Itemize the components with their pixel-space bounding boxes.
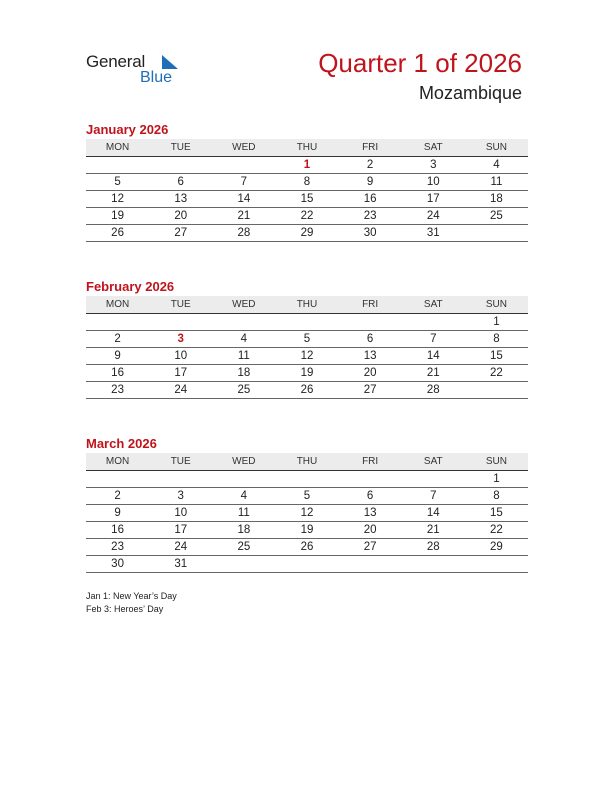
day-cell xyxy=(465,556,528,573)
day-cell: 3 xyxy=(402,157,465,174)
day-cell: 17 xyxy=(402,191,465,208)
day-cell: 5 xyxy=(86,174,149,191)
day-cell xyxy=(149,157,212,174)
day-cell: 24 xyxy=(402,208,465,225)
day-cell xyxy=(86,314,149,331)
day-cell: 9 xyxy=(86,505,149,522)
day-cell xyxy=(402,314,465,331)
weekday-header: SAT xyxy=(402,139,465,157)
day-cell: 20 xyxy=(149,208,212,225)
day-cell: 7 xyxy=(402,488,465,505)
week-row xyxy=(86,556,528,573)
day-cell: 28 xyxy=(402,539,465,556)
holiday-note: Feb 3: Heroes’ Day xyxy=(86,604,164,614)
day-cell: 8 xyxy=(465,488,528,505)
weekday-header-row xyxy=(86,296,528,314)
day-cell: 30 xyxy=(339,225,402,242)
day-cell xyxy=(212,471,275,488)
calendar-table xyxy=(86,139,528,242)
page-title: Quarter 1 of 2026 xyxy=(318,48,522,78)
day-cell: 31 xyxy=(402,225,465,242)
day-cell: 15 xyxy=(465,505,528,522)
day-cell: 3 xyxy=(149,488,212,505)
day-cell: 12 xyxy=(275,348,338,365)
day-cell: 22 xyxy=(275,208,338,225)
day-cell xyxy=(149,314,212,331)
day-cell: 4 xyxy=(212,488,275,505)
week-row xyxy=(86,539,528,556)
day-cell: 19 xyxy=(275,365,338,382)
day-cell: 27 xyxy=(339,382,402,399)
day-cell xyxy=(402,556,465,573)
month-title: January 2026 xyxy=(86,122,169,137)
day-cell: 13 xyxy=(149,191,212,208)
day-cell: 9 xyxy=(339,174,402,191)
weekday-header: MON xyxy=(86,453,149,471)
day-cell: 30 xyxy=(86,556,149,573)
day-cell: 23 xyxy=(339,208,402,225)
weekday-header: SUN xyxy=(465,296,528,314)
week-row xyxy=(86,348,528,365)
day-cell: 11 xyxy=(212,505,275,522)
day-cell: 28 xyxy=(402,382,465,399)
weekday-header: THU xyxy=(275,453,338,471)
day-cell: 29 xyxy=(275,225,338,242)
day-cell: 9 xyxy=(86,348,149,365)
weekday-header: TUE xyxy=(149,453,212,471)
day-cell: 6 xyxy=(339,488,402,505)
week-row xyxy=(86,191,528,208)
day-cell: 17 xyxy=(149,365,212,382)
holiday-notes xyxy=(86,590,177,616)
day-cell: 4 xyxy=(212,331,275,348)
day-cell: 4 xyxy=(465,157,528,174)
day-cell: 8 xyxy=(465,331,528,348)
day-cell: 7 xyxy=(402,331,465,348)
calendar-table xyxy=(86,296,528,399)
day-cell xyxy=(275,556,338,573)
day-cell: 19 xyxy=(86,208,149,225)
day-cell: 14 xyxy=(402,348,465,365)
weekday-header-row xyxy=(86,453,528,471)
day-cell xyxy=(275,314,338,331)
weekday-header: MON xyxy=(86,296,149,314)
day-cell: 11 xyxy=(465,174,528,191)
day-cell xyxy=(86,471,149,488)
day-cell: 24 xyxy=(149,382,212,399)
day-cell: 14 xyxy=(212,191,275,208)
weekday-header: MON xyxy=(86,139,149,157)
logo-text-blue: Blue xyxy=(140,69,173,86)
logo xyxy=(86,50,196,90)
day-cell: 29 xyxy=(465,539,528,556)
month-march xyxy=(86,436,528,573)
day-cell: 14 xyxy=(402,505,465,522)
week-row xyxy=(86,382,528,399)
month-february xyxy=(86,279,528,399)
weekday-header: FRI xyxy=(339,296,402,314)
day-cell: 21 xyxy=(402,365,465,382)
day-cell: 28 xyxy=(212,225,275,242)
day-cell: 18 xyxy=(465,191,528,208)
day-cell: 1 xyxy=(465,471,528,488)
day-cell: 22 xyxy=(465,522,528,539)
week-row xyxy=(86,314,528,331)
day-cell: 31 xyxy=(149,556,212,573)
weekday-header: TUE xyxy=(149,296,212,314)
day-cell xyxy=(212,556,275,573)
day-cell: 25 xyxy=(212,539,275,556)
day-cell: 15 xyxy=(275,191,338,208)
country-name: Mozambique xyxy=(418,83,522,103)
weekday-header: FRI xyxy=(339,139,402,157)
day-cell: 22 xyxy=(465,365,528,382)
day-cell: 12 xyxy=(275,505,338,522)
day-cell: 16 xyxy=(339,191,402,208)
weekday-header: WED xyxy=(212,139,275,157)
day-cell: 10 xyxy=(149,505,212,522)
weekday-header-row xyxy=(86,139,528,157)
holiday-note: Jan 1: New Year’s Day xyxy=(86,591,177,601)
day-cell: 5 xyxy=(275,488,338,505)
day-cell: 16 xyxy=(86,365,149,382)
day-cell: 25 xyxy=(212,382,275,399)
day-cell: 26 xyxy=(275,539,338,556)
day-cell: 6 xyxy=(149,174,212,191)
day-cell: 19 xyxy=(275,522,338,539)
day-cell: 23 xyxy=(86,382,149,399)
day-cell: 3 xyxy=(149,331,212,348)
day-cell: 26 xyxy=(86,225,149,242)
week-row xyxy=(86,225,528,242)
weekday-header: WED xyxy=(212,453,275,471)
day-cell: 21 xyxy=(212,208,275,225)
day-cell: 13 xyxy=(339,505,402,522)
day-cell: 13 xyxy=(339,348,402,365)
day-cell: 2 xyxy=(86,488,149,505)
month-title: February 2026 xyxy=(86,279,175,294)
day-cell: 16 xyxy=(86,522,149,539)
day-cell: 10 xyxy=(402,174,465,191)
day-cell: 18 xyxy=(212,365,275,382)
week-row xyxy=(86,331,528,348)
day-cell: 26 xyxy=(275,382,338,399)
day-cell: 1 xyxy=(275,157,338,174)
day-cell: 2 xyxy=(339,157,402,174)
weekday-header: SUN xyxy=(465,139,528,157)
day-cell xyxy=(149,471,212,488)
week-row xyxy=(86,174,528,191)
day-cell: 1 xyxy=(465,314,528,331)
weekday-header: SAT xyxy=(402,296,465,314)
day-cell: 6 xyxy=(339,331,402,348)
day-cell: 15 xyxy=(465,348,528,365)
day-cell: 8 xyxy=(275,174,338,191)
day-cell xyxy=(339,556,402,573)
day-cell xyxy=(402,471,465,488)
weekday-header: THU xyxy=(275,139,338,157)
day-cell: 21 xyxy=(402,522,465,539)
weekday-header: FRI xyxy=(339,453,402,471)
week-row xyxy=(86,522,528,539)
day-cell: 17 xyxy=(149,522,212,539)
day-cell xyxy=(275,471,338,488)
week-row xyxy=(86,488,528,505)
day-cell xyxy=(86,157,149,174)
week-row xyxy=(86,471,528,488)
day-cell: 27 xyxy=(149,225,212,242)
day-cell xyxy=(339,314,402,331)
logo-text-general: General xyxy=(86,52,146,71)
day-cell: 27 xyxy=(339,539,402,556)
week-row xyxy=(86,505,528,522)
day-cell: 24 xyxy=(149,539,212,556)
day-cell xyxy=(465,382,528,399)
day-cell xyxy=(339,471,402,488)
day-cell: 20 xyxy=(339,365,402,382)
calendar-table xyxy=(86,453,528,573)
day-cell: 25 xyxy=(465,208,528,225)
month-january xyxy=(86,122,528,242)
weekday-header: TUE xyxy=(149,139,212,157)
day-cell: 7 xyxy=(212,174,275,191)
day-cell: 23 xyxy=(86,539,149,556)
day-cell xyxy=(465,225,528,242)
day-cell: 11 xyxy=(212,348,275,365)
week-row xyxy=(86,157,528,174)
day-cell: 20 xyxy=(339,522,402,539)
day-cell: 12 xyxy=(86,191,149,208)
day-cell: 5 xyxy=(275,331,338,348)
weekday-header: SUN xyxy=(465,453,528,471)
weekday-header: SAT xyxy=(402,453,465,471)
day-cell xyxy=(212,157,275,174)
day-cell xyxy=(212,314,275,331)
weekday-header: THU xyxy=(275,296,338,314)
weekday-header: WED xyxy=(212,296,275,314)
month-title: March 2026 xyxy=(86,436,157,451)
day-cell: 2 xyxy=(86,331,149,348)
week-row xyxy=(86,208,528,225)
week-row xyxy=(86,365,528,382)
day-cell: 10 xyxy=(149,348,212,365)
day-cell: 18 xyxy=(212,522,275,539)
